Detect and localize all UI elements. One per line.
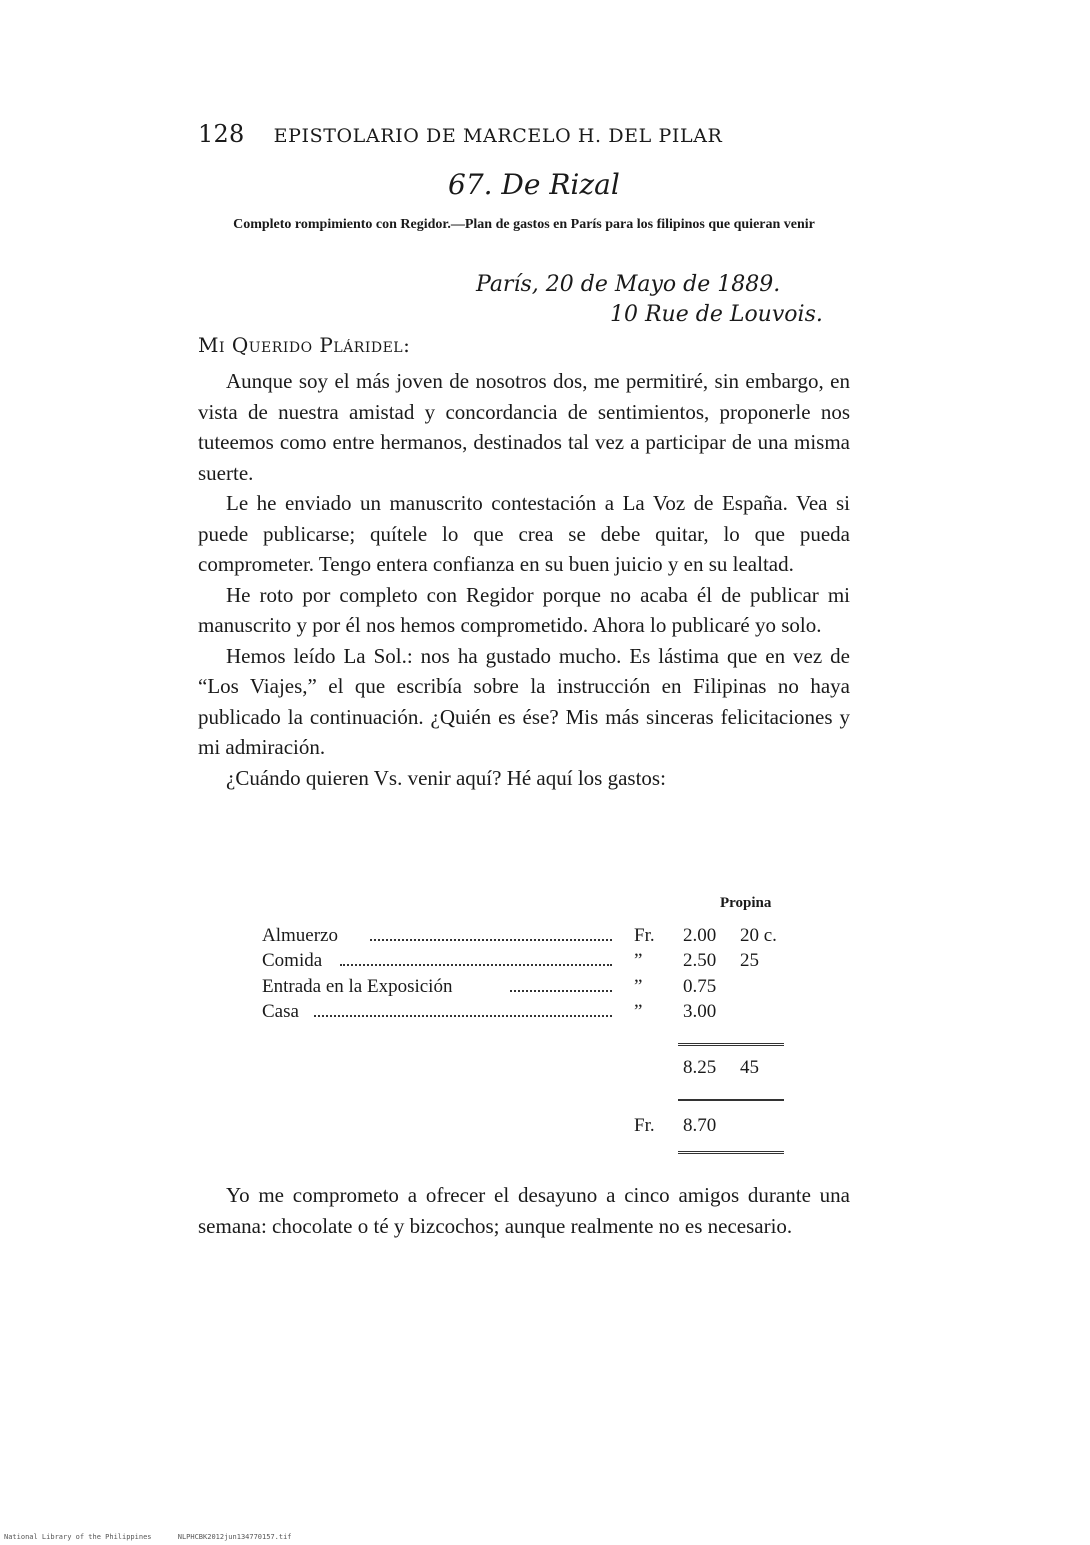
subtotal-rule (678, 1043, 784, 1046)
letter-dateline: París, 20 de Mayo de 1889. (476, 272, 781, 297)
total-currency: Fr. (634, 1115, 655, 1136)
expense-currency: ” (634, 950, 643, 971)
file-id: NLPHCBK2012jun134770157.tif (177, 1533, 292, 1541)
expense-item: Comida (262, 950, 323, 971)
expense-currency: ” (634, 976, 643, 997)
dot-leader (340, 964, 612, 966)
expense-row (262, 1001, 787, 1027)
letter-title: 67. De Rizal (448, 168, 620, 201)
expense-tip: 20 c. (740, 925, 777, 946)
subtotal-tip: 45 (740, 1057, 759, 1078)
expense-currency: Fr. (634, 925, 655, 946)
paragraph: Hemos leído La Sol.: nos ha gustado mucho. Es lástima que en vez de “Los Viajes,” el que escribía sobre la instrucción en Filipinas no haya publicado la continuación. ¿Quién es ése? Mis más sinceras felicitaciones y mi admiración. (198, 643, 850, 759)
total-rule (678, 1099, 784, 1101)
running-header (198, 120, 722, 148)
letter-address: 10 Rue de Louvois. (610, 302, 823, 327)
expense-currency: ” (634, 1001, 643, 1022)
letter-salutation: Mi Querido Pláridel: (198, 333, 411, 357)
running-title: EPISTOLARIO DE MARCELO H. DEL PILAR (273, 125, 723, 147)
subtotal-amount: 8.25 (683, 1057, 717, 1078)
expense-amount: 0.75 (683, 976, 717, 997)
library-credit: National Library of the Philippines (4, 1533, 152, 1541)
expense-item: Casa (262, 1001, 299, 1022)
page-number: 128 (198, 120, 245, 148)
expense-row (262, 976, 787, 1002)
expense-amount: 2.00 (683, 925, 717, 946)
expense-row (262, 950, 787, 976)
total-amount: 8.70 (683, 1115, 717, 1136)
closing-paragraph: Yo me comprometo a ofrecer el desayuno a cinco amigos durante una semana: chocolate o té y bizcochos; aunque realmente no es necesario. (198, 1183, 850, 1238)
paragraph: Aunque soy el más joven de nosotros dos, me permitiré, sin embargo, en vista de nuestra amistad y concordancia de sentimientos, proponerle nos tuteemos como entre hermanos, destinados tal vez a participar de una misma suerte. (198, 369, 850, 485)
letter-body (198, 366, 850, 793)
letter-summary: Completo rompimiento con Regidor.—Plan de gastos en París para los filipinos que quieran venir (233, 217, 815, 232)
subtotal-row (262, 1057, 787, 1083)
expense-amount: 2.50 (683, 950, 717, 971)
tip-column-header: Propina (720, 895, 772, 911)
total-double-rule (678, 1151, 784, 1154)
paragraph: ¿Cuándo quieren Vs. venir aquí? Hé aquí los gastos: (226, 765, 666, 790)
dot-leader (510, 990, 612, 992)
dot-leader (370, 939, 612, 941)
paragraph: He roto por completo con Regidor porque no acaba él de publicar mi manuscrito y por él nos hemos comprometido. Ahora lo publicaré yo solo. (198, 582, 850, 637)
paragraph: Le he enviado un manuscrito contestación a La Voz de España. Vea si puede publicarse; quítele lo que crea se debe quitar, lo que pueda comprometer. Tengo entera confianza en su buen juicio y en su lealtad. (198, 491, 850, 576)
expense-row (262, 925, 787, 951)
expense-tip: 25 (740, 950, 759, 971)
expense-item: Almuerzo (262, 925, 338, 946)
expense-amount: 3.00 (683, 1001, 717, 1022)
total-row (262, 1115, 787, 1141)
dot-leader (314, 1015, 612, 1017)
expense-item: Entrada en la Exposición (262, 976, 453, 997)
scan-footer (4, 1533, 314, 1541)
